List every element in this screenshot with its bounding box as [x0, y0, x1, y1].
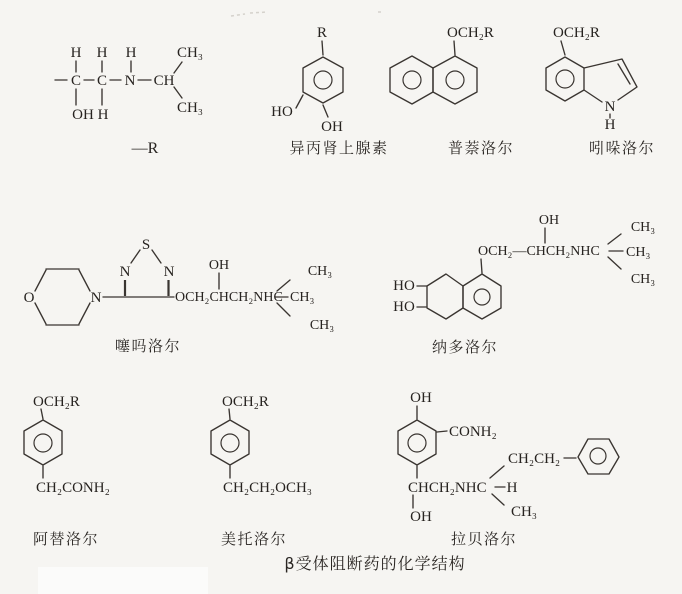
group-ch3: CH₃: [290, 290, 315, 305]
bonds: [561, 41, 565, 55]
structure-pindolol: [546, 25, 655, 157]
structure-labetalol: [398, 390, 619, 548]
bottom-chain: CH₂CONH₂: [36, 480, 110, 496]
atom-n: N: [604, 99, 616, 115]
group-oh: OH: [208, 258, 230, 273]
structure-propranolol: [390, 25, 514, 157]
group-och2r: OCH₂R: [33, 394, 80, 410]
group-ch3: CH₃: [510, 504, 538, 520]
drug-name-labetalol: 拉贝洛尔: [450, 530, 518, 548]
aromatic-circle: [408, 434, 426, 452]
r-group-label: —R: [131, 140, 159, 157]
atom-h: H: [506, 480, 518, 496]
pyrrole-ring: [584, 59, 637, 102]
aromatic-circle: [34, 434, 52, 452]
aromatic-circle: [556, 70, 574, 88]
structure-isoproterenol: [271, 25, 388, 157]
group-oh: OH: [321, 119, 343, 135]
group-och2r: OCH₂R: [553, 25, 600, 41]
benzene-ring: [211, 420, 249, 465]
side-chain: CHCH₂NHC: [408, 480, 487, 496]
drug-name-pindolol: 吲哚洛尔: [588, 139, 656, 157]
group-ch3: CH₃: [630, 220, 656, 235]
group-oh: OH: [410, 390, 432, 406]
group-oh: OH: [538, 213, 560, 228]
group-och2r: OCH₂R: [222, 394, 269, 410]
drug-name-isoproterenol: 异丙肾上腺素: [289, 139, 389, 157]
group-oh: OH: [72, 107, 94, 123]
bonds: [296, 41, 328, 117]
atom-c: C: [96, 73, 108, 89]
tbutyl-bonds: [608, 234, 623, 269]
group-oh: OH: [410, 509, 432, 525]
group-ch3: CH₃: [309, 318, 335, 333]
bonds: [454, 41, 455, 55]
atom-n: N: [124, 73, 136, 89]
structure-nadolol: [393, 213, 655, 356]
double-bond: [125, 280, 169, 296]
benzene-ring: [463, 274, 501, 319]
benzene-ring: [303, 57, 343, 103]
group-ch3: CH₃: [176, 45, 204, 61]
naphthalene-left-ring: [390, 56, 433, 104]
atom-h: H: [125, 45, 137, 61]
atom-n: N: [119, 264, 131, 280]
aromatic-circle: [403, 71, 421, 89]
atom-h: H: [96, 45, 108, 61]
scan-smudge: [231, 12, 384, 16]
structure-metoprolol: [211, 394, 312, 548]
figure-caption: β受体阻断药的化学结构: [284, 554, 466, 573]
saturated-ring: [427, 274, 463, 319]
atom-n: N: [90, 290, 102, 306]
group-och2r: OCH₂R: [447, 25, 494, 41]
atom-s: S: [141, 237, 151, 253]
structure-timolol: [24, 237, 335, 355]
structure-atenolol: [24, 394, 110, 548]
group-conh2: CONH₂: [449, 424, 497, 440]
aromatic-circle: [590, 448, 606, 464]
drug-name-metoprolol: 美托洛尔: [220, 530, 288, 548]
drug-name-propranolol: 普萘洛尔: [447, 139, 515, 157]
aromatic-circle: [446, 71, 464, 89]
atom-n: N: [163, 264, 175, 280]
bottom-chain: CH₂CH₂OCH₃: [223, 480, 313, 496]
drug-name-timolol: 噻吗洛尔: [114, 337, 182, 355]
scan-light-patch: [38, 567, 208, 594]
atom-h: H: [604, 117, 616, 133]
atom-h: H: [97, 107, 109, 123]
indole-benzene-ring: [546, 57, 584, 101]
atom-o: O: [23, 290, 35, 306]
morpholine-ring: [35, 269, 90, 325]
group-ch3: CH₃: [307, 264, 333, 279]
aromatic-circle: [221, 434, 239, 452]
structure-r-group: [55, 45, 203, 157]
group-ch3: CH₃: [626, 245, 651, 260]
atom-h: H: [70, 45, 82, 61]
bonds: [417, 406, 447, 478]
benzene-ring: [398, 420, 436, 465]
aromatic-circle: [314, 71, 332, 89]
group-ch3: CH₃: [176, 100, 204, 116]
substituent-r: R: [316, 25, 328, 41]
group-ho: HO: [393, 278, 415, 294]
group-ch3: CH₃: [630, 272, 656, 287]
aromatic-circle: [474, 289, 490, 305]
group-ch2ch2: CH₂CH₂: [508, 451, 561, 467]
benzene-ring: [24, 420, 62, 465]
drug-name-atenolol: 阿替洛尔: [32, 530, 100, 548]
naphthalene-right-ring: [433, 56, 477, 104]
group-ho: HO: [271, 104, 293, 120]
atom-c: C: [70, 73, 82, 89]
phenyl-ring: [578, 439, 619, 474]
group-ho: HO: [393, 299, 415, 315]
side-chain: OCH₂—CHCH₂NHC: [478, 244, 600, 259]
drug-name-nadolol: 纳多洛尔: [431, 338, 499, 356]
atom-ch: CH: [153, 73, 175, 89]
bonds: [41, 409, 43, 478]
side-chain: OCH₂CHCH₂NHC: [175, 290, 283, 305]
